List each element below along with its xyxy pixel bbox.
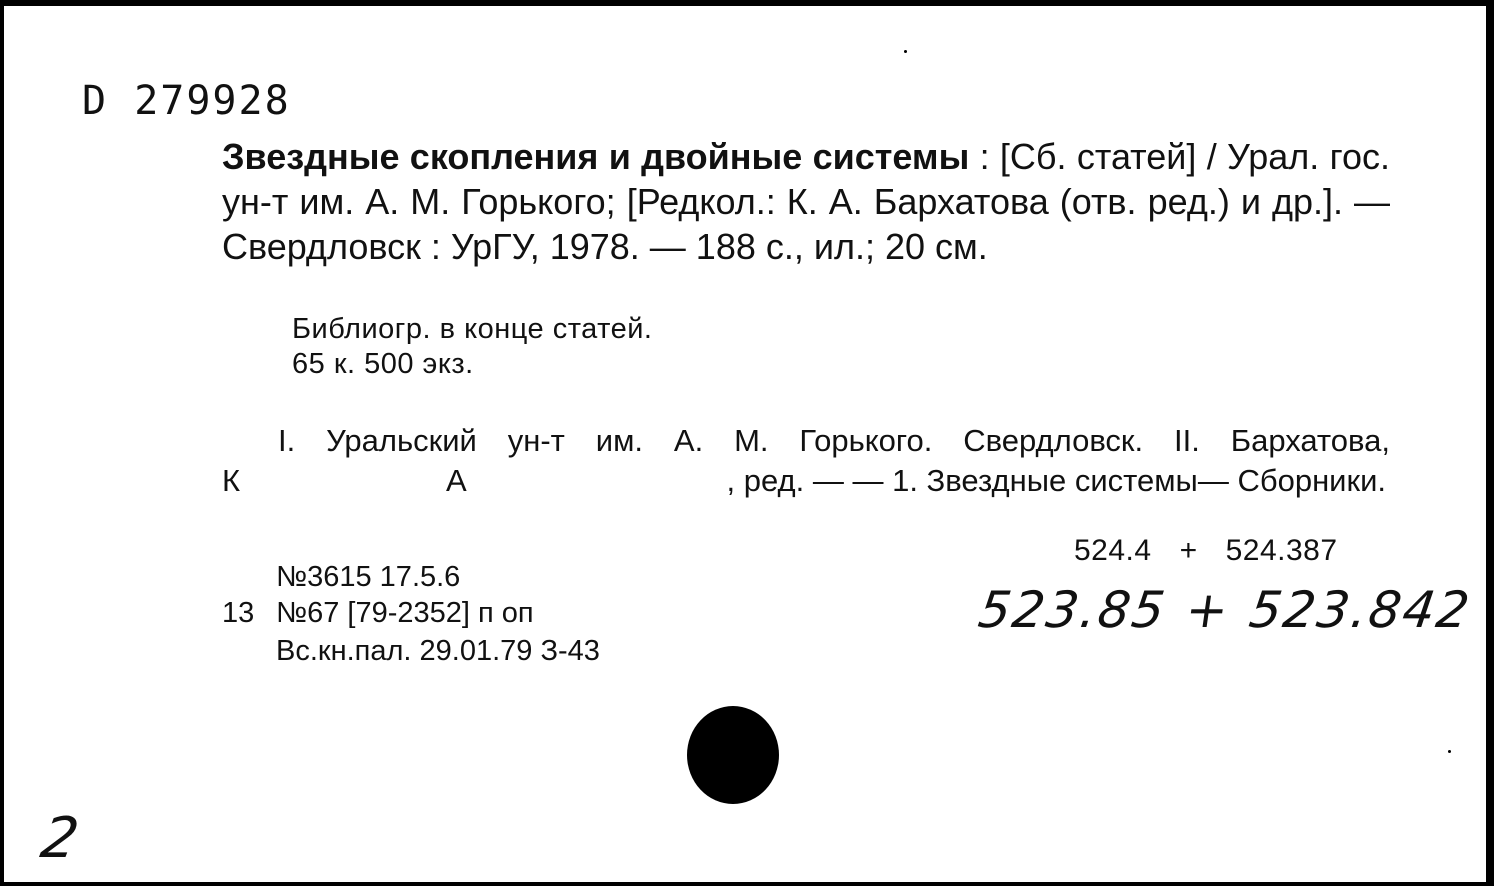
call-number [82, 78, 291, 124]
handwritten-udc [975, 581, 1475, 639]
tracing-line-1: I. Уральский ун-т им. А. М. Горького. Свердловск. II. Бархатова, [278, 423, 1390, 458]
handwritten-udc-right: 523.842 [1245, 581, 1475, 639]
price-copies-note: 65 к. 500 экз. [292, 348, 474, 380]
accession-count: 13 [222, 597, 255, 629]
udc-right: 524.387 [1225, 534, 1338, 567]
speck-dot [904, 50, 907, 53]
accession-line-3: Вс.кн.пал. 29.01.79 З-43 [276, 635, 600, 667]
speck-dot [1448, 750, 1451, 753]
handwritten-udc-left: 523.85 [974, 581, 1171, 639]
udc-left: 524.4 [1074, 534, 1152, 567]
tracing-subject: , ред. — — 1. Звездные системы— Сборники. [726, 463, 1386, 498]
tracing-initial-k: К [222, 463, 241, 498]
bibliography-note: Библиогр. в конце статей. [292, 313, 653, 345]
book-title: Звездные скопления и двойные системы [222, 136, 970, 177]
handwritten-mark: 2 [36, 806, 84, 871]
tracing-line-2 [222, 461, 1390, 501]
udc-index [1074, 534, 1338, 568]
bibliographic-description [222, 134, 1390, 269]
tracing-initial-a: А [446, 463, 467, 498]
accession-line-2: №67 [79-2352] п оп [276, 597, 534, 629]
udc-plus: + [1179, 534, 1198, 567]
call-number-value: 279928 [134, 78, 291, 124]
call-number-prefix: D [82, 78, 109, 124]
handwritten-udc-plus: + [1181, 581, 1234, 639]
accession-line-1: №3615 17.5.6 [276, 561, 461, 593]
tracing-block [222, 421, 1390, 501]
punch-hole [687, 706, 779, 804]
description-text: : [Сб. статей] / Урал. гос. ун-т им. А. М. Горького; [Редкол.: К. А. Бархатова (отв. ред.) и др.]. — Свердловск : УрГУ, 1978. — 188 с., ил.; 20 см. [222, 136, 1390, 267]
